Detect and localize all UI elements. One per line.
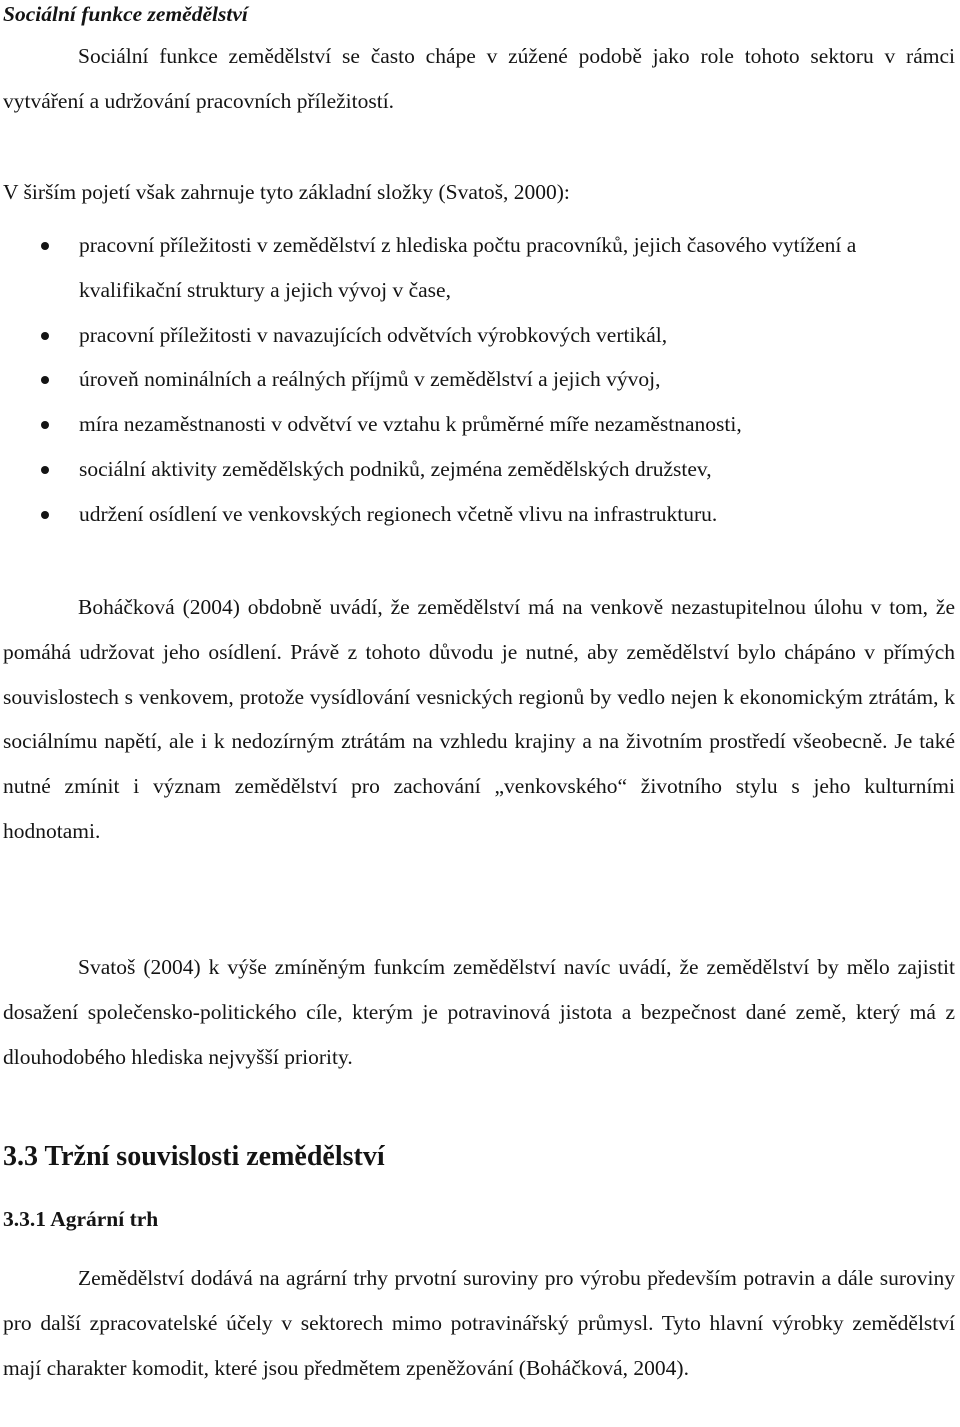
list-item-text: pracovní příležitosti v zemědělství z hlediska počtu pracovníků, jejich časového vytížení a kvalifikační struktury a jejich vývoj v čase, [79, 233, 857, 302]
bullet-icon [41, 466, 49, 474]
list-item [0, 357, 955, 402]
bullet-icon [41, 421, 49, 429]
section-title: Sociální funkce zemědělství [3, 2, 248, 26]
bullet-icon [41, 376, 49, 384]
agrarni-trh-paragraph-text: Zemědělství dodává na agrární trhy prvotní suroviny pro výrobu především potravin a dále suroviny pro další zpracovatelské účely v sektorech mimo potravinářský průmysl. Tyto hlavní výrobky zemědělství mají charakter komodit, které jsou předmětem zpeněžování (Boháčková, 2004). [3, 1266, 955, 1380]
bullet-icon [41, 511, 49, 519]
agrarni-trh-paragraph [3, 1256, 955, 1390]
bullet-icon [41, 332, 49, 340]
intro-paragraph-text: Sociální funkce zemědělství se často chápe v zúžené podobě jako role tohoto sektoru v rámci vytváření a udržování pracovních příležitostí. [3, 44, 955, 113]
bullet-icon [41, 242, 49, 250]
bohackova-paragraph-text: Boháčková (2004) obdobně uvádí, že zemědělství má na venkově nezastupitelnou úlohu v tom, že pomáhá udržovat jeho osídlení. Právě z tohoto důvodu je nutné, aby zemědělství bylo chápáno v přímých souvislostech s venkovem, protože vysídlování vesnických regionů by vedlo nejen k ekonomickým ztrátám, k sociálnímu napětí, ale i k nedozírným ztrátám na vzhledu krajiny a na životním prostředí všeobecně. Je také nutné zmínit i význam zemědělství pro zachování „venkovského“ životního stylu s jeho kulturními hodnotami. [3, 595, 955, 843]
list-intro: V širším pojetí však zahrnuje tyto základní složky (Svatoš, 2000): [3, 180, 570, 204]
list-item-text: udržení osídlení ve venkovských regionech včetně vlivu na infrastrukturu. [79, 501, 718, 526]
components-list [0, 223, 955, 537]
heading-3-3: 3.3 Tržní souvislosti zemědělství [3, 1141, 385, 1172]
list-item-text: úroveň nominálních a reálných příjmů v zemědělství a jejich vývoj, [79, 367, 661, 392]
bohackova-paragraph [3, 585, 955, 854]
heading-3-3-1: 3.3.1 Agrární trh [3, 1207, 159, 1231]
list-item [0, 313, 955, 358]
svatos-paragraph-text: Svatoš (2004) k výše zmíněným funkcím zemědělství navíc uvádí, že zemědělství by mělo zajistit dosažení společensko-politického cíle, kterým je potravinová jistota a bezpečnost dané země, který má z dlouhodobého hlediska nejvyšší priority. [3, 955, 955, 1069]
list-item [0, 402, 955, 447]
list-item-text: míra nezaměstnanosti v odvětví ve vztahu k průměrné míře nezaměstnanosti, [79, 412, 742, 437]
list-item-text: pracovní příležitosti v navazujících odvětvích výrobkových vertikál, [79, 322, 668, 347]
intro-paragraph [3, 34, 955, 124]
list-item [0, 447, 955, 492]
list-item-text: sociální aktivity zemědělských podniků, zejména zemědělských družstev, [79, 456, 712, 481]
svatos-paragraph [3, 945, 955, 1079]
list-item [0, 492, 955, 537]
list-item [0, 223, 955, 313]
